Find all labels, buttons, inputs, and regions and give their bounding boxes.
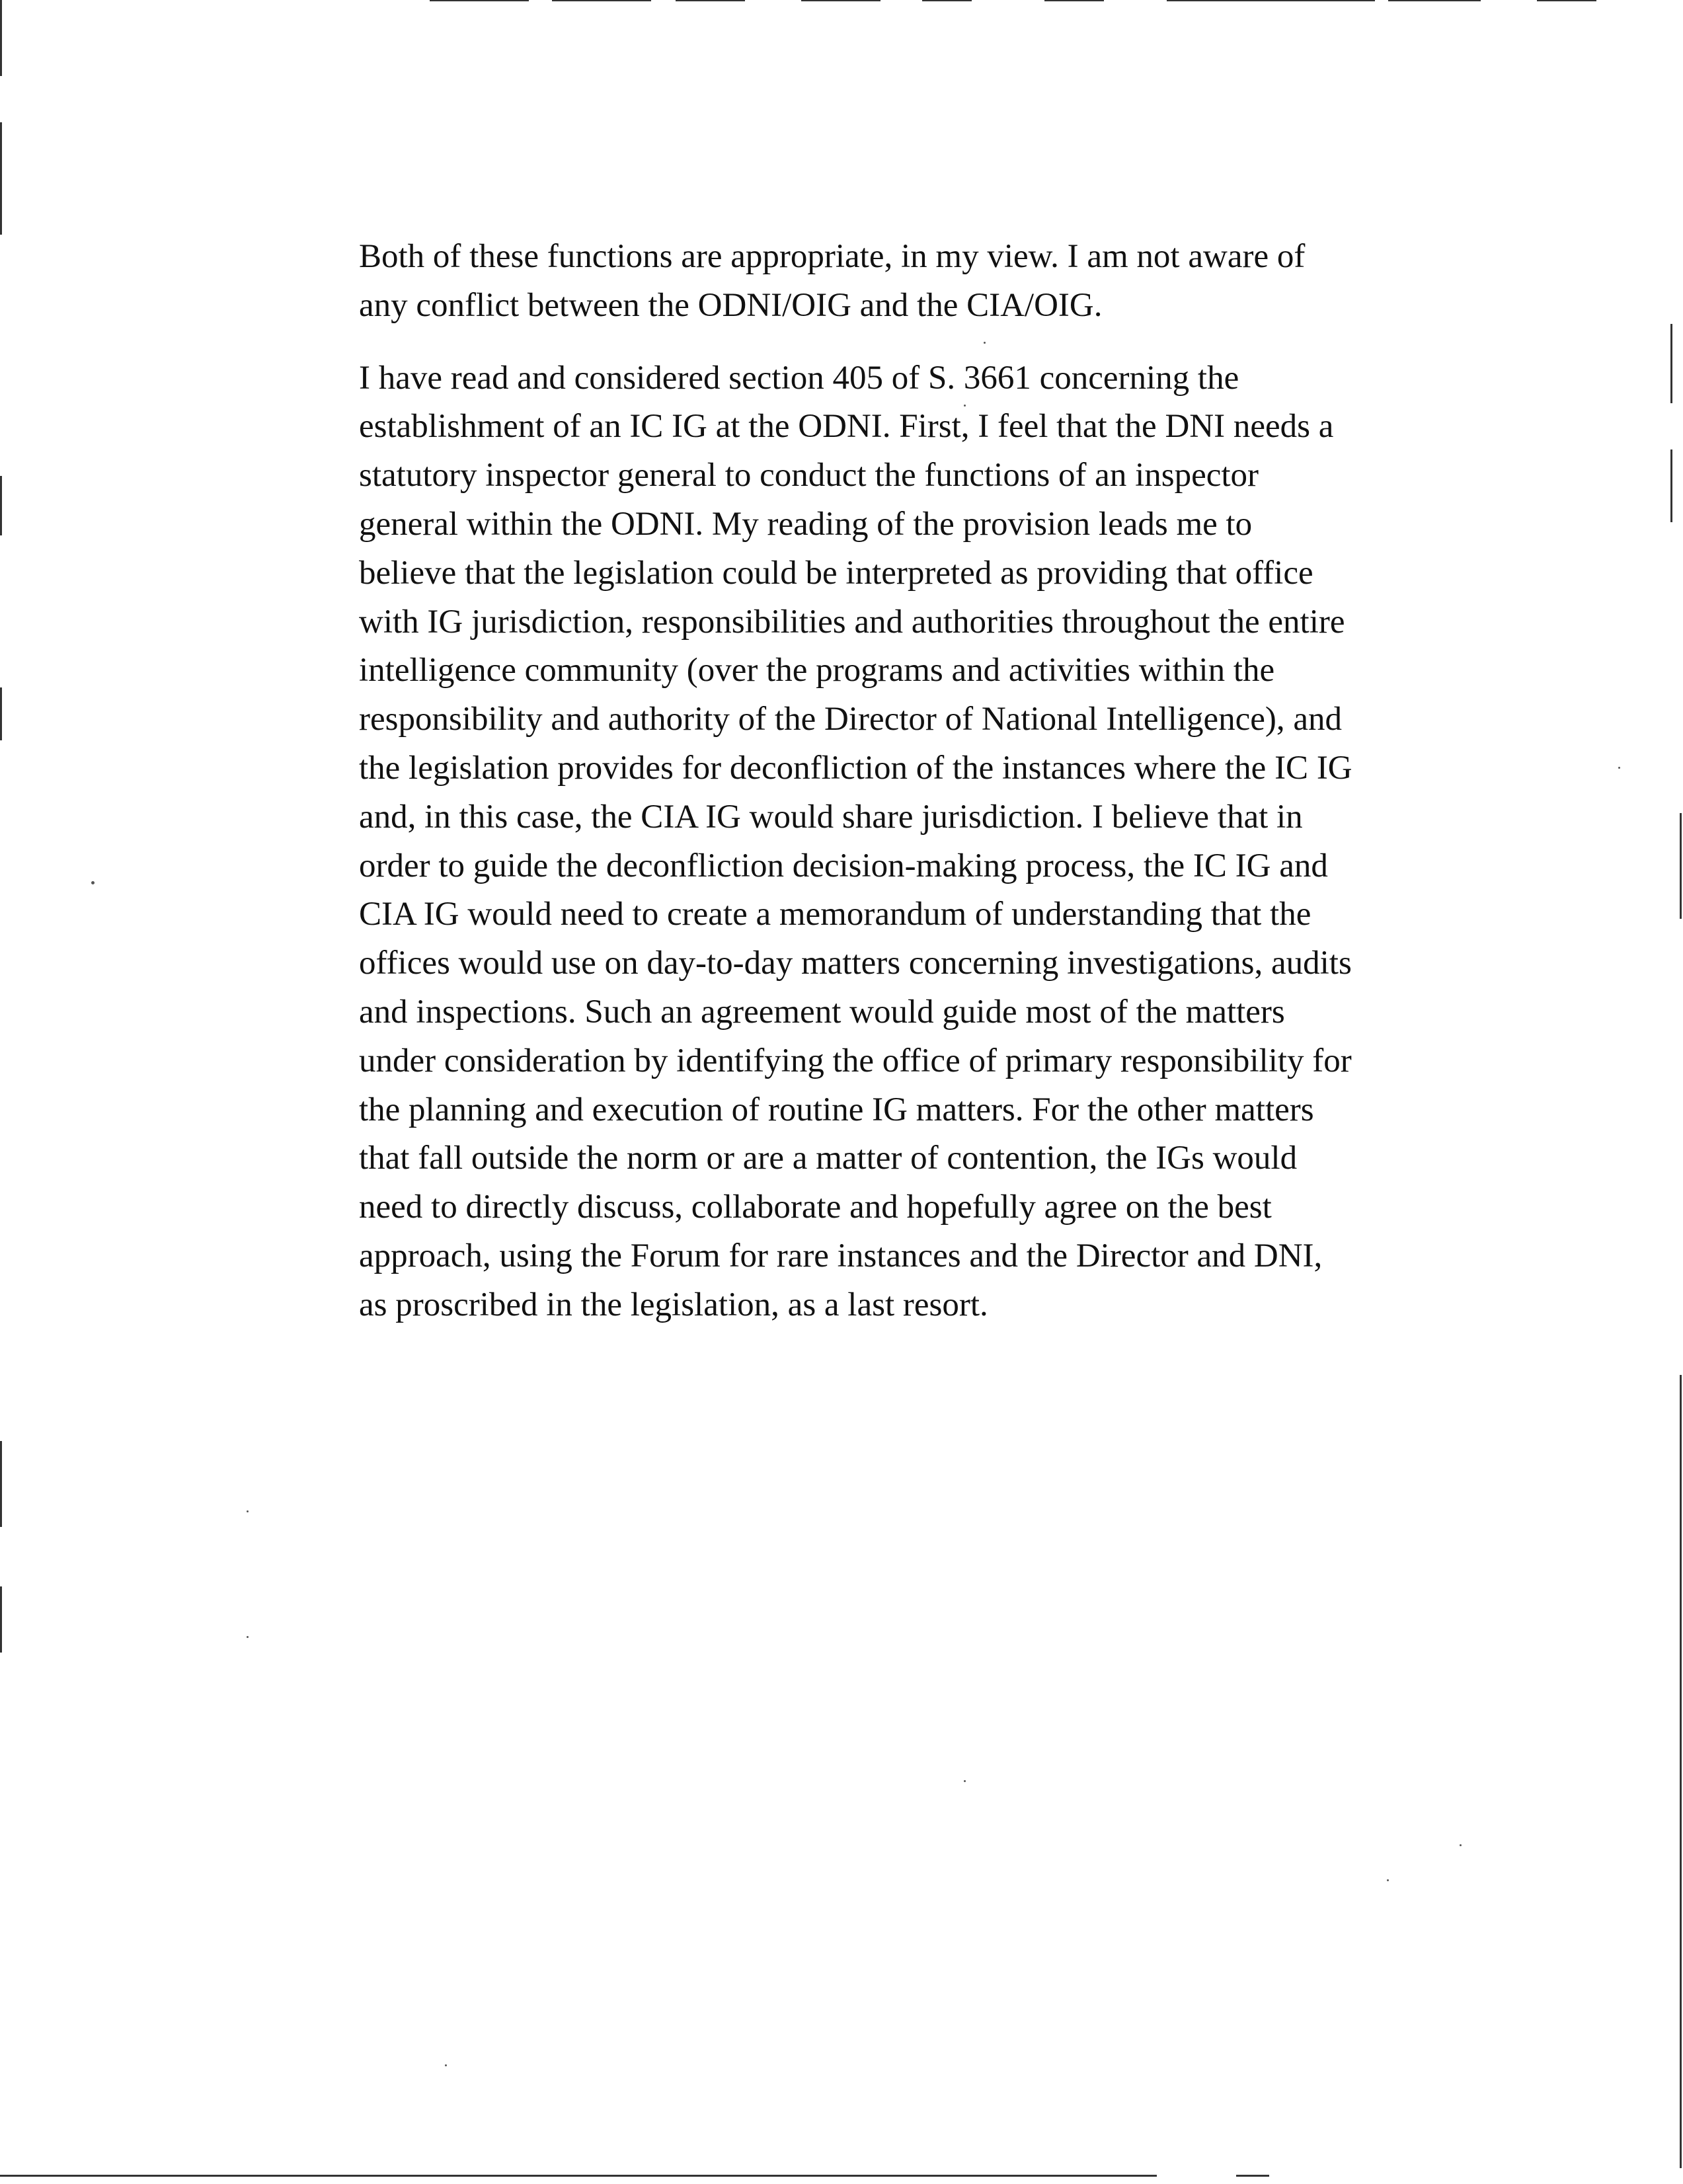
text-line: intelligence community (over the programs and activities within the bbox=[359, 652, 1275, 689]
text-line: Both of these functions are appropriate, in my view. I am not aware of bbox=[359, 238, 1306, 275]
document-body bbox=[359, 233, 1463, 1330]
text-line: statutory inspector general to conduct the functions of an inspector bbox=[359, 457, 1259, 494]
text-line: believe that the legislation could be interpreted as providing that office bbox=[359, 554, 1313, 592]
text-line: establishment of an IC IG at the ODNI. First, I feel that the DNI needs a bbox=[359, 408, 1334, 446]
text-line: CIA IG would need to create a memorandum of understanding that the bbox=[359, 896, 1311, 933]
text-line: offices would use on day-to-day matters concerning investigations, audits bbox=[359, 945, 1352, 982]
text-line: I have read and considered section 405 of S. 3661 concerning the bbox=[359, 359, 1239, 397]
text-line: and, in this case, the CIA IG would share jurisdiction. I believe that in bbox=[359, 798, 1303, 836]
paragraph-ig-functions bbox=[359, 233, 1463, 331]
text-line: any conflict between the ODNI/OIG and the CIA/OIG. bbox=[359, 286, 1103, 324]
text-line: under consideration by identifying the office of primary responsibility for bbox=[359, 1042, 1352, 1079]
text-line: with IG jurisdiction, responsibilities and authorities throughout the entire bbox=[359, 603, 1345, 641]
text-line: the legislation provides for deconfliction of the instances where the IC IG bbox=[359, 749, 1352, 787]
text-line: that fall outside the norm or are a matter of contention, the IGs would bbox=[359, 1140, 1298, 1177]
text-line: as proscribed in the legislation, as a last resort. bbox=[359, 1286, 988, 1323]
text-line: responsibility and authority of the Director of National Intelligence), and bbox=[359, 701, 1343, 738]
text-line: need to directly discuss, collaborate and hopefully agree on the best bbox=[359, 1189, 1272, 1226]
text-line: and inspections. Such an agreement would guide most of the matters bbox=[359, 993, 1285, 1031]
text-line: order to guide the deconfliction decision-making process, the IC IG and bbox=[359, 847, 1328, 884]
text-line: general within the ODNI. My reading of the provision leads me to bbox=[359, 505, 1253, 543]
paragraph-section-405 bbox=[359, 354, 1463, 1330]
text-line: the planning and execution of routine IG matters. For the other matters bbox=[359, 1091, 1314, 1128]
text-line: approach, using the Forum for rare instances and the Director and DNI, bbox=[359, 1237, 1323, 1274]
